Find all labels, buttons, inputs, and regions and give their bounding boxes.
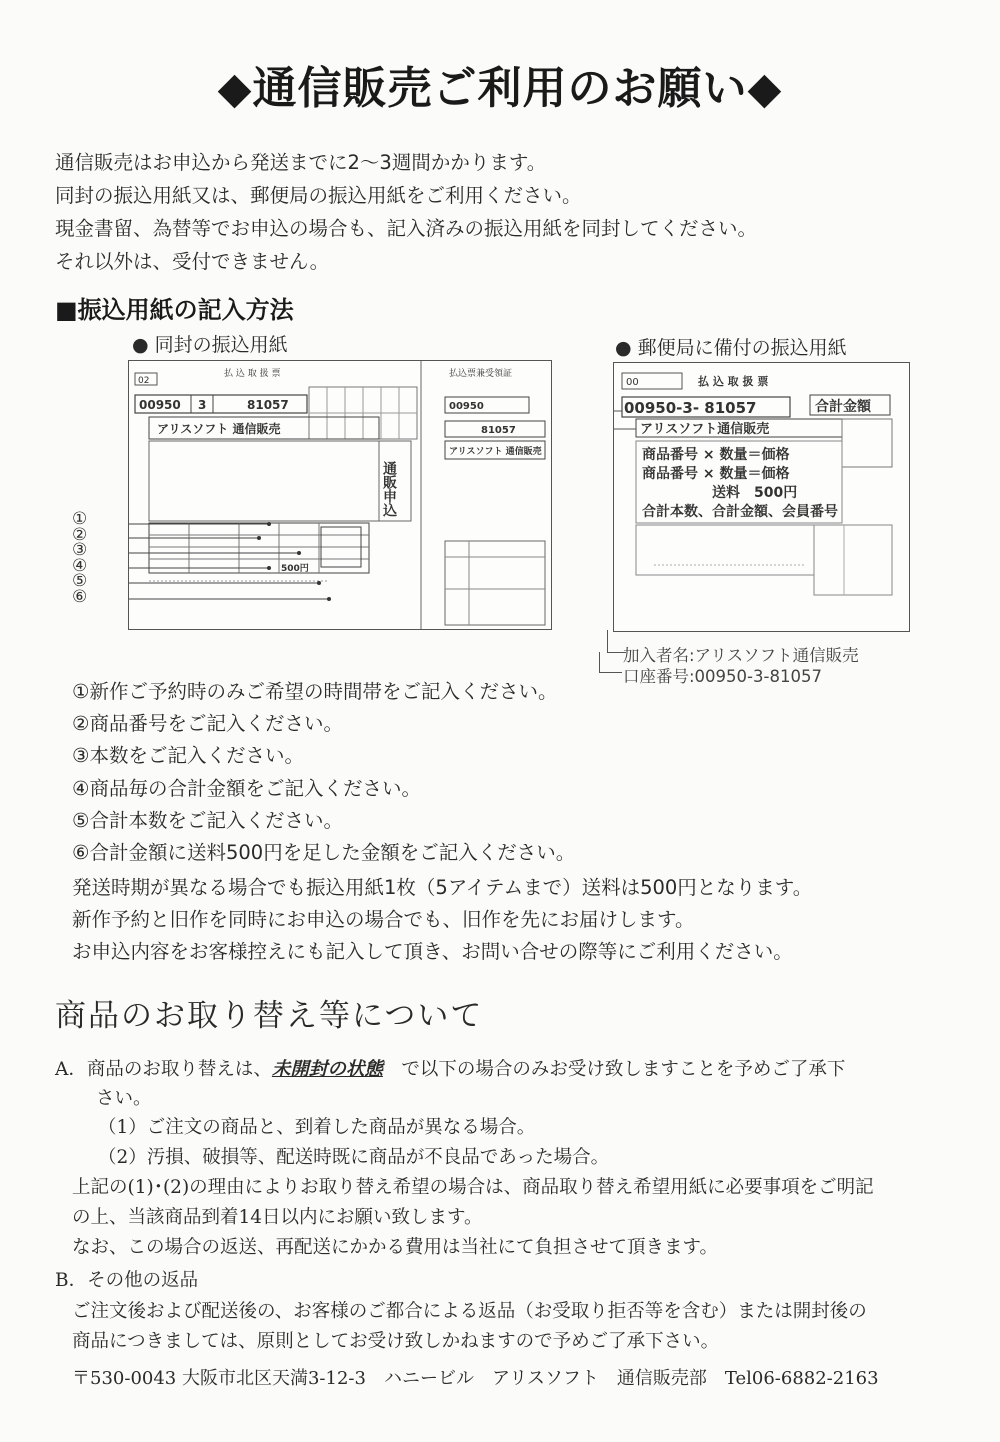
section-a-body: 上記の(1)･(2)の理由によりお取り替え希望の場合は、商品取り替え希望用紙に必要事項をご明記 [72,1177,874,1198]
section-a-body: の上、当該商品到着14日以内にお願い致します。 [72,1207,483,1228]
right-form-line: 商品番号 × 数量＝価格 [642,447,790,463]
section-a-lead-text: A．商品のお取り替えは、 [55,1059,272,1080]
marker-2: ② [72,524,88,545]
callout-account: 口座番号:00950-3-81057 [623,667,822,686]
footer-address: 〒530-0043 大阪市北区天満3-12-3 ハニービル アリスソフト 通信販売部 Tel06-6882-2163 [72,1368,879,1389]
notes-list [72,872,812,968]
left-account-3: 81057 [247,398,289,412]
note-item: 新作予約と旧作を同時にお申込の場合でも、旧作を先にお届けします。 [72,908,695,931]
left-form-caption: ● 同封の振込用紙 [132,334,288,356]
right-form-prefix: 00 [626,377,639,388]
exchange-heading: 商品のお取り替え等について [55,998,484,1034]
receipt-account-2: 81057 [481,425,516,436]
left-form-name: アリスソフト 通信販売 [157,422,281,436]
right-form-header: 払 込 取 扱 票 [698,375,769,388]
section-a-lead [55,1055,845,1081]
step-item: ②商品番号をご記入ください。 [72,712,343,736]
marker-column [72,509,88,607]
section-a-cont: さい。 [96,1088,152,1109]
left-form-prefix: 02 [138,376,150,386]
right-form-line: 合計本数、合計金額、会員番号 [642,504,838,520]
section-a-item: （2）汚損、破損等、配送時既に商品が不良品であった場合。 [98,1147,610,1168]
right-form-line: 商品番号 × 数量＝価格 [642,466,790,482]
left-form-drawing [129,361,551,629]
right-form-name: アリスソフト通信販売 [640,422,770,437]
left-account-2: 3 [198,398,207,412]
marker-1: ① [72,509,88,529]
intro-line: 現金書留、為替等でお申込の場合も、記入済みの振込用紙を同封してください。 [55,217,758,240]
section-a-item: （1）ご注文の商品と、到着した商品が異なる場合。 [98,1117,536,1138]
section-heading: ■振込用紙の記入方法 [55,296,294,324]
right-form-line: 送料 500円 [712,485,798,501]
left-form-header: 払 込 取 扱 票 [224,369,281,379]
left-form-receipt-header: 払込票兼受領証 [449,369,513,379]
callout-connector [599,652,622,673]
right-form-caption: ● 郵便局に備付の振込用紙 [615,337,847,359]
steps-list [72,676,575,869]
step-item: ⑥合計金額に送料500円を足した金額をご記入ください。 [72,841,576,865]
right-form-drawing [614,363,909,631]
section-a-emphasis: 未開封の状態 [271,1059,383,1080]
left-transfer-form [128,360,552,630]
note-item: お申込内容をお客様控えにも記入して頂き、お問い合せの際等にご利用ください。 [72,940,793,963]
intro-text [55,146,757,278]
section-b-body: 商品につきましては、原則としてお受け致しかねますので予めご了承下さい。 [72,1331,720,1352]
step-item: ④商品毎の合計金額をご記入ください。 [72,776,421,800]
step-item: ⑤合計本数をご記入ください。 [72,808,343,832]
marker-6: ⑥ [72,586,88,607]
note-item: 発送時期が異なる場合でも振込用紙1枚（5アイテムまで）送料は500円となります。 [72,876,813,899]
section-b-body: ご注文後および配送後の、お客様のご都合による返品（お受取り拒否等を含む）または開封後の [72,1301,867,1322]
intro-line: それ以外は、受付できません。 [55,250,330,273]
marker-3: ③ [72,540,88,560]
receipt-name: アリスソフト 通信販売 [449,447,542,457]
marker-4: ④ [72,555,88,576]
intro-line: 通信販売はお申込から発送までに2〜3週間かかります。 [55,151,547,174]
section-a-body: なお、この場合の返送、再配送にかかる費用は当社にて負担させて頂きます。 [72,1237,719,1258]
left-account-1: 00950 [139,398,181,412]
right-transfer-form [613,362,910,632]
callout-name: 加入者名:アリスソフト通信販売 [623,646,859,665]
right-form-total: 合計金額 [815,399,871,415]
left-form-stamp: 通販申込 [381,461,397,517]
step-item: ①新作ご予約時のみご希望の時間帯をご記入ください。 [72,680,558,703]
intro-line: 同封の振込用紙又は、郵便局の振込用紙をご利用ください。 [55,184,582,207]
marker-5: ⑤ [72,571,88,591]
receipt-account: 00950 [449,401,484,412]
step-item: ③本数をご記入ください。 [72,744,304,768]
right-form-account: 00950-3- 81057 [624,399,757,417]
section-a-rest: で以下の場合のみお受け致しますことを予めご了承下 [401,1059,846,1080]
left-form-fee: 500円 [281,564,309,574]
page-title: ◆通信販売ご利用のお願い◆ [217,63,783,114]
section-b-heading: B．その他の返品 [55,1270,199,1291]
